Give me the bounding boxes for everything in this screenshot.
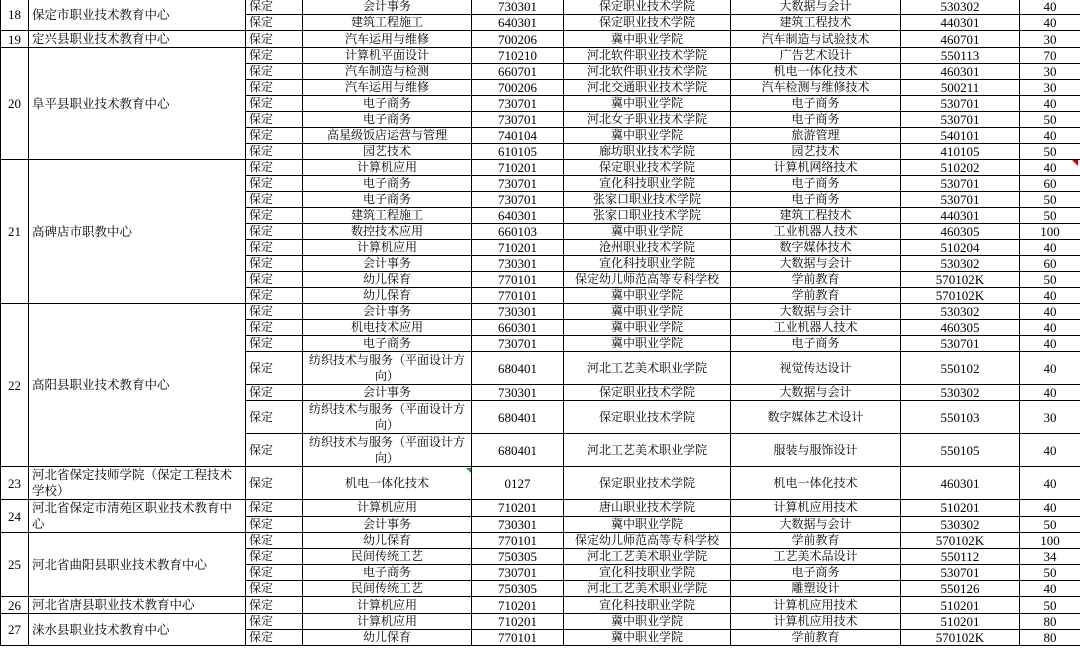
city-cell: 保定 — [246, 208, 303, 224]
city-cell: 保定 — [246, 192, 303, 208]
college-major-cell: 广告艺术设计 — [731, 48, 901, 64]
major-code-cell: 730701 — [472, 112, 564, 128]
city-cell: 保定 — [246, 144, 303, 160]
city-cell: 保定 — [246, 272, 303, 288]
plan-count-cell: 100 — [1020, 224, 1080, 240]
college-major-cell: 汽车制造与试验技术 — [731, 31, 901, 48]
college-major-cell: 电子商务 — [731, 96, 901, 112]
school-name-cell: 涞水县职业技术教育中心 — [29, 614, 246, 646]
seq-number-cell: 21 — [1, 160, 29, 304]
major-code-cell: 680401 — [472, 434, 564, 467]
school-name-cell: 定兴县职业技术教育中心 — [29, 31, 246, 48]
college-cell: 冀中职业学院 — [564, 31, 731, 48]
city-cell: 保定 — [246, 549, 303, 565]
college-code-cell: 510201 — [901, 597, 1020, 614]
major-code-cell: 680401 — [472, 352, 564, 385]
college-code-cell: 550113 — [901, 48, 1020, 64]
seq-number-cell: 19 — [1, 31, 29, 48]
college-code-cell: 570102K — [901, 533, 1020, 549]
major-cell: 会计事务 — [303, 304, 472, 320]
college-code-cell: 570102K — [901, 288, 1020, 304]
college-code-cell: 440301 — [901, 15, 1020, 31]
major-code-cell: 0127 — [472, 467, 564, 500]
major-code-cell: 710201 — [472, 500, 564, 517]
college-major-cell: 学前教育 — [731, 630, 901, 646]
major-cell: 幼儿保育 — [303, 533, 472, 549]
seq-number-cell: 27 — [1, 614, 29, 646]
college-major-cell: 服装与服饰设计 — [731, 434, 901, 467]
table-row — [1, 533, 1080, 549]
plan-count-cell: 40 — [1020, 320, 1080, 336]
major-code-cell: 770101 — [472, 272, 564, 288]
college-cell: 河北工艺美术职业学院 — [564, 352, 731, 385]
college-major-cell: 计算机应用技术 — [731, 500, 901, 517]
major-cell: 电子商务 — [303, 192, 472, 208]
college-major-cell: 园艺技术 — [731, 144, 901, 160]
major-code-cell: 610105 — [472, 144, 564, 160]
plan-count-cell: 30 — [1020, 401, 1080, 434]
major-cell: 建筑工程施工 — [303, 15, 472, 31]
major-code-cell: 770101 — [472, 288, 564, 304]
city-cell: 保定 — [246, 112, 303, 128]
college-cell: 张家口职业技术学院 — [564, 192, 731, 208]
college-code-cell: 550126 — [901, 581, 1020, 597]
major-cell: 民间传统工艺 — [303, 549, 472, 565]
college-major-cell: 工业机器人技术 — [731, 320, 901, 336]
major-cell: 高星级饭店运营与管理 — [303, 128, 472, 144]
major-code-cell: 660701 — [472, 64, 564, 80]
plan-count-cell: 50 — [1020, 192, 1080, 208]
college-major-cell: 电子商务 — [731, 336, 901, 352]
plan-count-cell: 40 — [1020, 336, 1080, 352]
plan-count-cell: 40 — [1020, 288, 1080, 304]
plan-count-cell: 50 — [1020, 565, 1080, 581]
major-code-cell: 710201 — [472, 597, 564, 614]
city-cell: 保定 — [246, 176, 303, 192]
college-cell: 保定职业技术学院 — [564, 15, 731, 31]
college-code-cell: 530701 — [901, 192, 1020, 208]
major-cell: 幼儿保育 — [303, 288, 472, 304]
college-major-cell: 旅游管理 — [731, 128, 901, 144]
table-body — [1, 0, 1080, 646]
college-major-cell: 视觉传达设计 — [731, 352, 901, 385]
major-code-cell: 710201 — [472, 614, 564, 630]
college-cell: 冀中职业学院 — [564, 304, 731, 320]
major-cell: 计算机应用 — [303, 160, 472, 176]
plan-count-cell: 50 — [1020, 516, 1080, 533]
city-cell: 保定 — [246, 467, 303, 500]
city-cell: 保定 — [246, 565, 303, 581]
plan-count-cell: 40 — [1020, 0, 1080, 15]
college-cell: 河北工艺美术职业学院 — [564, 581, 731, 597]
college-code-cell: 510201 — [901, 614, 1020, 630]
college-cell: 保定职业技术学院 — [564, 467, 731, 500]
major-cell: 汽车运用与维修 — [303, 31, 472, 48]
college-cell: 冀中职业学院 — [564, 320, 731, 336]
table-row — [1, 160, 1080, 176]
plan-count-cell: 60 — [1020, 176, 1080, 192]
college-major-cell: 大数据与会计 — [731, 0, 901, 15]
school-name-cell: 河北省唐县职业技术教育中心 — [29, 597, 246, 614]
college-code-cell: 530701 — [901, 336, 1020, 352]
city-cell: 保定 — [246, 304, 303, 320]
college-code-cell: 550105 — [901, 434, 1020, 467]
college-cell: 冀中职业学院 — [564, 336, 731, 352]
plan-count-cell: 40 — [1020, 385, 1080, 401]
major-code-cell: 770101 — [472, 630, 564, 646]
college-major-cell: 工艺美术品设计 — [731, 549, 901, 565]
school-name-cell: 河北省曲阳县职业技术教育中心 — [29, 533, 246, 597]
college-cell: 保定幼儿师范高等专科学校 — [564, 272, 731, 288]
table-row — [1, 48, 1080, 64]
major-cell: 机电技术应用 — [303, 320, 472, 336]
city-cell: 保定 — [246, 336, 303, 352]
major-code-cell: 730701 — [472, 176, 564, 192]
plan-count-cell: 50 — [1020, 272, 1080, 288]
city-cell: 保定 — [246, 128, 303, 144]
plan-count-cell: 50 — [1020, 208, 1080, 224]
city-cell: 保定 — [246, 0, 303, 15]
table-row — [1, 0, 1080, 15]
city-cell: 保定 — [246, 630, 303, 646]
college-cell: 冀中职业学院 — [564, 224, 731, 240]
major-cell: 计算机应用 — [303, 500, 472, 517]
college-cell: 保定职业技术学院 — [564, 160, 731, 176]
major-cell: 电子商务 — [303, 565, 472, 581]
city-cell: 保定 — [246, 256, 303, 272]
college-cell: 宣化科技职业学院 — [564, 597, 731, 614]
college-code-cell: 460301 — [901, 64, 1020, 80]
comment-indicator-icon — [1072, 160, 1078, 166]
school-name-cell: 高碑店市职教中心 — [29, 160, 246, 304]
college-major-cell: 大数据与会计 — [731, 304, 901, 320]
major-cell: 幼儿保育 — [303, 630, 472, 646]
plan-count-cell: 40 — [1020, 128, 1080, 144]
college-major-cell: 计算机网络技术 — [731, 160, 901, 176]
major-code-cell: 660103 — [472, 224, 564, 240]
city-cell: 保定 — [246, 48, 303, 64]
seq-number-cell: 20 — [1, 48, 29, 160]
major-code-cell: 680401 — [472, 401, 564, 434]
major-code-cell: 660301 — [472, 320, 564, 336]
table-row — [1, 500, 1080, 517]
major-code-cell: 730301 — [472, 385, 564, 401]
college-cell: 保定职业技术学院 — [564, 385, 731, 401]
major-cell: 数控技术应用 — [303, 224, 472, 240]
city-cell: 保定 — [246, 516, 303, 533]
seq-number-cell: 23 — [1, 467, 29, 500]
college-cell: 冀中职业学院 — [564, 128, 731, 144]
plan-count-cell: 100 — [1020, 533, 1080, 549]
college-major-cell: 电子商务 — [731, 112, 901, 128]
school-name-cell: 高阳县职业技术教育中心 — [29, 304, 246, 467]
college-code-cell: 530302 — [901, 0, 1020, 15]
major-code-cell: 730301 — [472, 516, 564, 533]
city-cell: 保定 — [246, 320, 303, 336]
city-cell: 保定 — [246, 96, 303, 112]
plan-count-cell: 80 — [1020, 614, 1080, 630]
plan-count-cell: 30 — [1020, 31, 1080, 48]
plan-count-cell: 40 — [1020, 160, 1080, 176]
college-code-cell: 530302 — [901, 256, 1020, 272]
school-name-cell: 保定市职业技术教育中心 — [29, 0, 246, 31]
major-code-cell: 640301 — [472, 15, 564, 31]
college-code-cell: 500211 — [901, 80, 1020, 96]
major-cell: 园艺技术 — [303, 144, 472, 160]
college-cell: 冀中职业学院 — [564, 288, 731, 304]
plan-count-cell: 40 — [1020, 240, 1080, 256]
college-major-cell: 大数据与会计 — [731, 256, 901, 272]
plan-count-cell: 30 — [1020, 80, 1080, 96]
city-cell: 保定 — [246, 597, 303, 614]
plan-count-cell: 30 — [1020, 64, 1080, 80]
college-major-cell: 汽车检测与维修技术 — [731, 80, 901, 96]
plan-count-cell: 40 — [1020, 581, 1080, 597]
city-cell: 保定 — [246, 31, 303, 48]
college-major-cell: 学前教育 — [731, 288, 901, 304]
college-code-cell: 460305 — [901, 224, 1020, 240]
college-code-cell: 460305 — [901, 320, 1020, 336]
city-cell: 保定 — [246, 500, 303, 517]
college-major-cell: 数字媒体艺术设计 — [731, 401, 901, 434]
plan-count-cell: 40 — [1020, 15, 1080, 31]
city-cell: 保定 — [246, 614, 303, 630]
city-cell: 保定 — [246, 80, 303, 96]
major-code-cell: 730701 — [472, 565, 564, 581]
major-cell: 会计事务 — [303, 256, 472, 272]
school-name-cell: 阜平县职业技术教育中心 — [29, 48, 246, 160]
city-cell: 保定 — [246, 160, 303, 176]
major-code-cell: 710210 — [472, 48, 564, 64]
college-major-cell: 电子商务 — [731, 565, 901, 581]
major-cell: 汽车制造与检测 — [303, 64, 472, 80]
college-code-cell: 570102K — [901, 272, 1020, 288]
college-cell: 宣化科技职业学院 — [564, 176, 731, 192]
plan-count-cell: 34 — [1020, 549, 1080, 565]
college-cell: 河北工艺美术职业学院 — [564, 549, 731, 565]
college-code-cell: 410105 — [901, 144, 1020, 160]
city-cell: 保定 — [246, 15, 303, 31]
plan-count-cell: 40 — [1020, 304, 1080, 320]
major-cell: 会计事务 — [303, 0, 472, 15]
seq-number-cell: 26 — [1, 597, 29, 614]
college-cell: 沧州职业技术学院 — [564, 240, 731, 256]
major-cell: 会计事务 — [303, 385, 472, 401]
college-code-cell: 550102 — [901, 352, 1020, 385]
plan-count-cell: 40 — [1020, 434, 1080, 467]
seq-number-cell: 24 — [1, 500, 29, 533]
city-cell: 保定 — [246, 385, 303, 401]
major-code-cell: 750305 — [472, 549, 564, 565]
college-major-cell: 建筑工程技术 — [731, 208, 901, 224]
city-cell: 保定 — [246, 581, 303, 597]
major-code-cell: 710201 — [472, 160, 564, 176]
college-code-cell: 550112 — [901, 549, 1020, 565]
city-cell: 保定 — [246, 224, 303, 240]
college-code-cell: 570102K — [901, 630, 1020, 646]
college-code-cell: 460301 — [901, 467, 1020, 500]
plan-count-cell: 50 — [1020, 144, 1080, 160]
college-code-cell: 540101 — [901, 128, 1020, 144]
college-major-cell: 数字媒体技术 — [731, 240, 901, 256]
city-cell: 保定 — [246, 352, 303, 385]
plan-count-cell: 50 — [1020, 112, 1080, 128]
college-cell: 保定职业技术学院 — [564, 0, 731, 15]
plan-count-cell: 40 — [1020, 467, 1080, 500]
plan-count-cell: 70 — [1020, 48, 1080, 64]
table-row — [1, 614, 1080, 630]
college-code-cell: 460701 — [901, 31, 1020, 48]
college-code-cell: 510202 — [901, 160, 1020, 176]
plan-count-cell: 50 — [1020, 597, 1080, 614]
college-cell: 廊坊职业技术学院 — [564, 144, 731, 160]
college-cell: 宣化科技职业学院 — [564, 256, 731, 272]
college-cell: 河北交通职业技术学院 — [564, 80, 731, 96]
major-cell: 电子商务 — [303, 112, 472, 128]
city-cell: 保定 — [246, 533, 303, 549]
major-cell: 计算机平面设计 — [303, 48, 472, 64]
city-cell: 保定 — [246, 288, 303, 304]
major-cell: 电子商务 — [303, 336, 472, 352]
major-cell: 会计事务 — [303, 516, 472, 533]
college-cell: 冀中职业学院 — [564, 614, 731, 630]
major-cell: 民间传统工艺 — [303, 581, 472, 597]
college-cell: 宣化科技职业学院 — [564, 565, 731, 581]
college-major-cell: 学前教育 — [731, 272, 901, 288]
major-code-cell: 730301 — [472, 304, 564, 320]
college-code-cell: 530701 — [901, 176, 1020, 192]
major-code-cell: 730301 — [472, 256, 564, 272]
plan-count-cell: 60 — [1020, 256, 1080, 272]
major-code-cell: 730301 — [472, 0, 564, 15]
city-cell: 保定 — [246, 240, 303, 256]
college-cell: 冀中职业学院 — [564, 96, 731, 112]
major-cell: 机电一体化技术 — [303, 467, 472, 500]
major-cell: 计算机应用 — [303, 614, 472, 630]
table-row — [1, 304, 1080, 320]
major-cell: 纺织技术与服务（平面设计方向） — [303, 434, 472, 467]
college-code-cell: 530302 — [901, 516, 1020, 533]
college-code-cell: 530701 — [901, 96, 1020, 112]
major-code-cell: 700206 — [472, 31, 564, 48]
plan-count-cell: 40 — [1020, 96, 1080, 112]
school-name-cell: 河北省保定技师学院（保定工程技术学校） — [29, 467, 246, 500]
college-cell: 冀中职业学院 — [564, 630, 731, 646]
college-code-cell: 530302 — [901, 304, 1020, 320]
city-cell: 保定 — [246, 64, 303, 80]
college-cell: 河北软件职业技术学院 — [564, 48, 731, 64]
major-cell: 计算机应用 — [303, 597, 472, 614]
college-major-cell: 机电一体化技术 — [731, 64, 901, 80]
college-major-cell: 工业机器人技术 — [731, 224, 901, 240]
table-row — [1, 467, 1080, 500]
college-cell: 保定职业技术学院 — [564, 401, 731, 434]
college-major-cell: 建筑工程技术 — [731, 15, 901, 31]
major-code-cell: 710201 — [472, 240, 564, 256]
school-name-cell: 河北省保定市清苑区职业技术教育中心 — [29, 500, 246, 533]
seq-number-cell: 18 — [1, 0, 29, 31]
plan-count-cell: 80 — [1020, 630, 1080, 646]
city-cell: 保定 — [246, 434, 303, 467]
college-code-cell: 530701 — [901, 565, 1020, 581]
seq-number-cell: 22 — [1, 304, 29, 467]
college-cell: 保定幼儿师范高等专科学校 — [564, 533, 731, 549]
college-cell: 河北软件职业技术学院 — [564, 64, 731, 80]
city-cell: 保定 — [246, 401, 303, 434]
major-cell: 电子商务 — [303, 176, 472, 192]
major-code-cell: 740104 — [472, 128, 564, 144]
college-major-cell: 大数据与会计 — [731, 385, 901, 401]
major-code-cell: 730701 — [472, 192, 564, 208]
major-cell: 汽车运用与维修 — [303, 80, 472, 96]
college-major-cell: 电子商务 — [731, 192, 901, 208]
cell-marker-icon — [466, 468, 471, 473]
major-code-cell: 700206 — [472, 80, 564, 96]
college-code-cell: 530302 — [901, 385, 1020, 401]
major-code-cell: 750305 — [472, 581, 564, 597]
college-cell: 河北工艺美术职业学院 — [564, 434, 731, 467]
college-major-cell: 机电一体化技术 — [731, 467, 901, 500]
college-cell: 冀中职业学院 — [564, 516, 731, 533]
major-cell: 建筑工程施工 — [303, 208, 472, 224]
major-cell: 纺织技术与服务（平面设计方向） — [303, 352, 472, 385]
major-code-cell: 730701 — [472, 96, 564, 112]
college-cell: 唐山职业技术学院 — [564, 500, 731, 517]
college-code-cell: 510201 — [901, 500, 1020, 517]
college-code-cell: 530701 — [901, 112, 1020, 128]
table-row — [1, 31, 1080, 48]
plan-count-cell: 40 — [1020, 500, 1080, 517]
seq-number-cell: 25 — [1, 533, 29, 597]
college-major-cell: 学前教育 — [731, 533, 901, 549]
college-cell: 河北女子职业技术学院 — [564, 112, 731, 128]
college-code-cell: 510204 — [901, 240, 1020, 256]
college-major-cell: 电子商务 — [731, 176, 901, 192]
college-code-cell: 550103 — [901, 401, 1020, 434]
major-code-cell: 770101 — [472, 533, 564, 549]
major-code-cell: 640301 — [472, 208, 564, 224]
major-cell: 计算机应用 — [303, 240, 472, 256]
college-major-cell: 大数据与会计 — [731, 516, 901, 533]
college-major-cell: 计算机应用技术 — [731, 597, 901, 614]
college-major-cell: 计算机应用技术 — [731, 614, 901, 630]
college-major-cell: 雕塑设计 — [731, 581, 901, 597]
college-cell: 张家口职业技术学院 — [564, 208, 731, 224]
major-code-cell: 730701 — [472, 336, 564, 352]
major-cell: 纺织技术与服务（平面设计方向） — [303, 401, 472, 434]
table-row — [1, 597, 1080, 614]
college-code-cell: 440301 — [901, 208, 1020, 224]
plan-count-cell: 40 — [1020, 352, 1080, 385]
major-cell: 电子商务 — [303, 96, 472, 112]
major-cell: 幼儿保育 — [303, 272, 472, 288]
